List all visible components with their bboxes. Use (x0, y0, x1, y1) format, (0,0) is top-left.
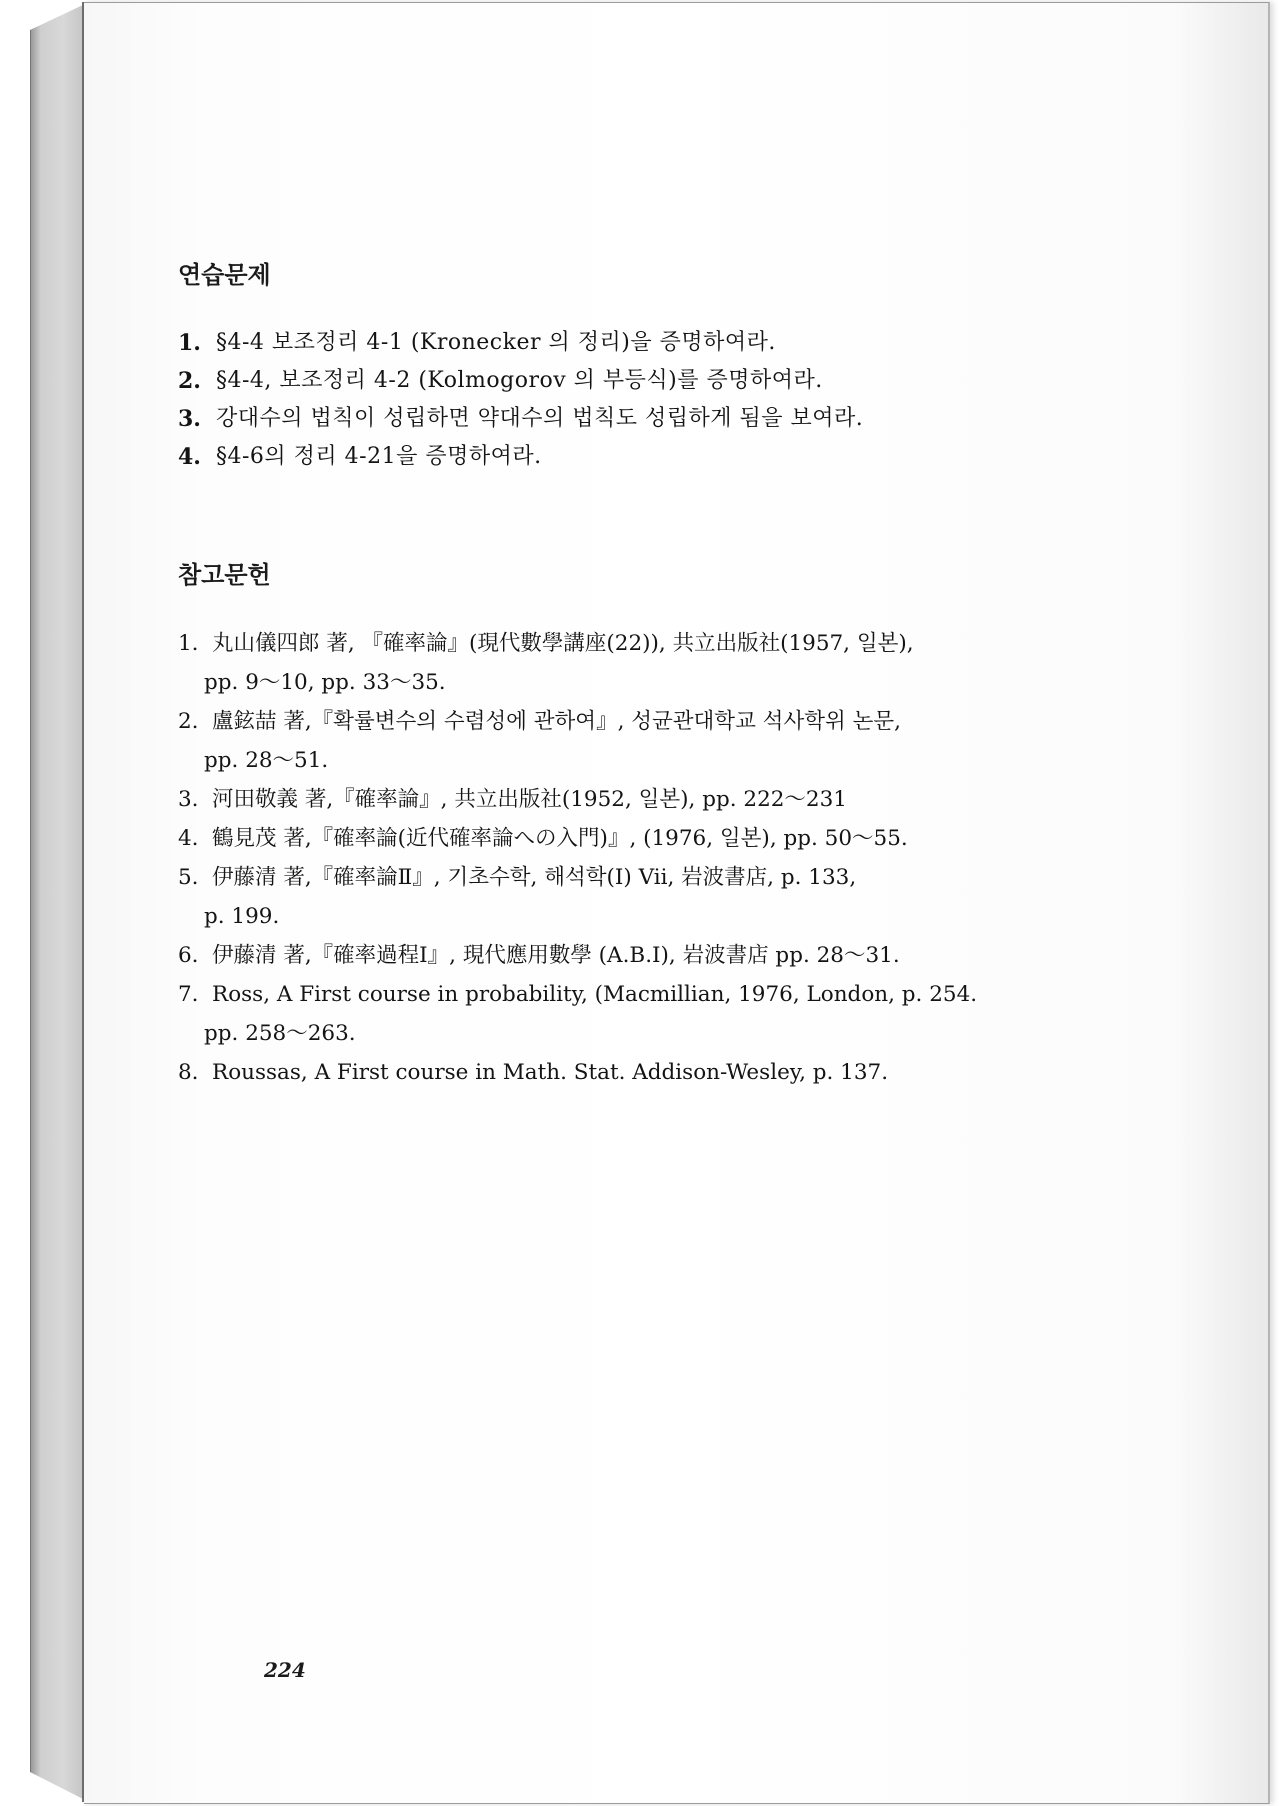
reference-item (178, 702, 1138, 780)
reference-number: 2. (178, 709, 199, 734)
exercise-text: 강대수의 법칙이 성립하면 약대수의 법칙도 성립하게 됨을 보여라. (216, 406, 864, 431)
reference-item (178, 858, 1138, 936)
reference-number: 5. (178, 865, 199, 890)
exercise-item (178, 362, 1138, 400)
reference-number: 4. (178, 826, 199, 851)
reference-continuation: pp. 258～263. (204, 1021, 356, 1046)
exercise-number: 3. (178, 406, 201, 432)
exercise-number: 4. (178, 444, 201, 470)
exercise-number: 2. (178, 368, 201, 394)
reference-item (178, 624, 1138, 702)
reference-number: 6. (178, 943, 199, 968)
reference-number: 8. (178, 1060, 199, 1085)
reference-continuation: pp. 9～10, pp. 33～35. (204, 670, 446, 695)
reference-item (178, 819, 1138, 858)
reference-body (204, 975, 1134, 1053)
page-content (178, 258, 1138, 1092)
reference-line: 丸山儀四郎 著, 『確率論』(現代數學講座(22)), 共立出版社(1957, 일본), (212, 631, 914, 656)
exercise-number: 1. (178, 330, 201, 356)
reference-body (212, 1053, 1134, 1092)
exercise-text: §4-4, 보조정리 4-2 (Kolmogorov 의 부등식)를 증명하여라. (216, 368, 823, 393)
reference-line: 河田敬義 著,『確率論』, 共立出版社(1952, 일본), pp. 222～231 (212, 787, 847, 812)
reference-item (178, 780, 1138, 819)
exercise-item (178, 324, 1138, 362)
reference-body (204, 624, 1134, 702)
reference-line: 盧鉉喆 著,『확률변수의 수렴성에 관하여』, 성균관대학교 석사학위 논문, (212, 709, 901, 734)
page-number: 224 (264, 1658, 306, 1682)
reference-continuation: pp. 28～51. (204, 748, 329, 773)
reference-body (212, 819, 1134, 858)
exercise-text: §4-4 보조정리 4-1 (Kronecker 의 정리)을 증명하여라. (216, 330, 776, 355)
reference-line: 伊藤清 著,『確率論Ⅱ』, 기초수학, 해석학(Ⅰ) Vii, 岩波書店, p. 133, (212, 865, 857, 890)
exercise-text: §4-6의 정리 4-21을 증명하여라. (216, 444, 542, 469)
reference-number: 7. (178, 982, 199, 1007)
reference-number: 3. (178, 787, 199, 812)
reference-line: 鶴見茂 著,『確率論(近代確率論への入門)』, (1976, 일본), pp. 50～55. (212, 826, 908, 851)
references-heading: 참고문헌 (178, 561, 271, 589)
reference-body (204, 858, 1134, 936)
reference-body (204, 702, 1134, 780)
reference-line: Ross, A First course in probability, (Macmillian, 1976, London, p. 254. (212, 982, 978, 1007)
exercises-heading: 연습문제 (178, 261, 271, 289)
reference-body (212, 936, 1134, 975)
reference-continuation: p. 199. (204, 904, 280, 929)
reference-number: 1. (178, 631, 199, 656)
exercise-item (178, 438, 1138, 476)
exercises-list (178, 324, 1138, 476)
reference-item (178, 1053, 1138, 1092)
reference-item (178, 975, 1138, 1053)
references-section (178, 558, 1138, 1092)
reference-line: 伊藤清 著,『確率過程Ⅰ』, 現代應用數學 (A.B.I), 岩波書店 pp. 28～31. (212, 943, 900, 968)
reference-line: Roussas, A First course in Math. Stat. Addison-Wesley, p. 137. (212, 1060, 889, 1085)
reference-item (178, 936, 1138, 975)
exercise-item (178, 400, 1138, 438)
references-list (178, 624, 1138, 1092)
book-spine (30, 4, 85, 1800)
reference-body (212, 780, 1134, 819)
